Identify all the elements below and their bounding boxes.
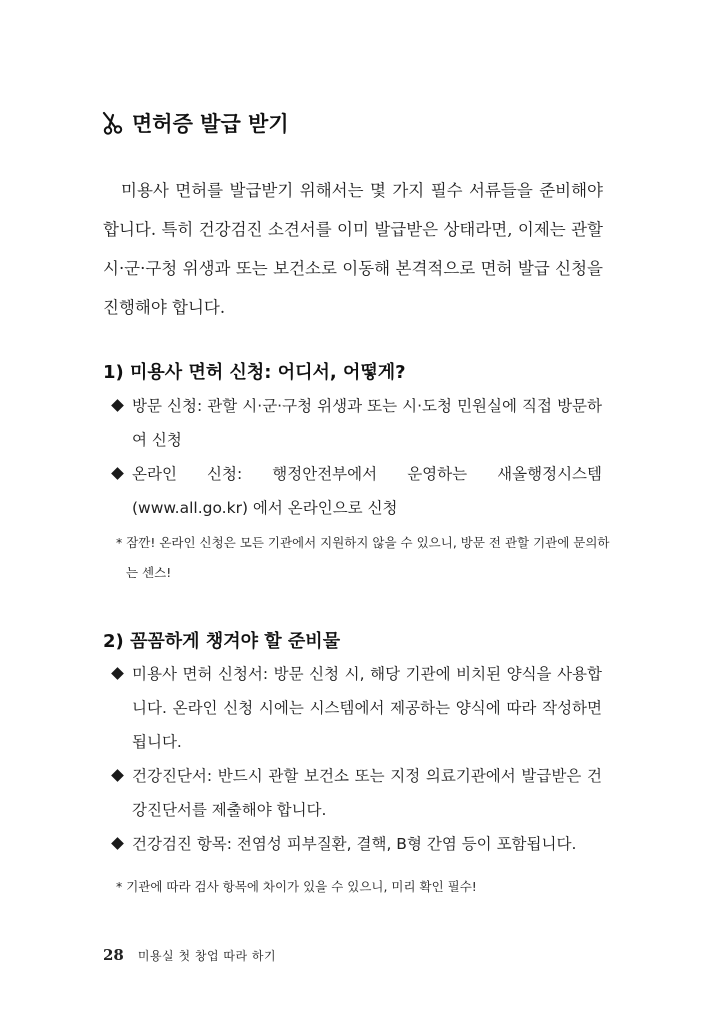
list-item: [110, 657, 602, 759]
diamond-bullet-icon: [111, 769, 124, 782]
page-number: 28: [103, 946, 124, 964]
diamond-bullet-icon: [111, 837, 124, 850]
heading-title: 면허증 발급 받기: [132, 111, 289, 136]
section1-list: [110, 389, 602, 525]
book-title: 미용실 첫 창업 따라 하기: [137, 949, 277, 963]
diamond-bullet-icon: [111, 667, 124, 680]
list-item: [110, 827, 602, 861]
list-item-text: 방문 신청: 관할 시·군·구청 위생과 또는 시·도청 민원실에 직접 방문하여 신청: [132, 397, 602, 449]
list-item: [110, 457, 602, 525]
list-item-text: 건강검진 항목: 전염성 피부질환, 결핵, B형 간염 등이 포함됩니다.: [132, 835, 577, 853]
section1-title: 1) 미용사 면허 신청: 어디서, 어떻게?: [103, 362, 406, 383]
diamond-bullet-icon: [111, 399, 124, 412]
list-item-text: 온라인 신청: 행정안전부에서 운영하는 새올행정시스템(www.all.go.kr) 에서 온라인으로 신청: [132, 465, 602, 517]
section2-title: 2) 꼼꼼하게 챙겨야 할 준비물: [103, 631, 341, 652]
section-heading: [100, 108, 289, 138]
list-item-text: 미용사 면허 신청서: 방문 신청 시, 해당 기관에 비치된 양식을 사용합니다. 온라인 신청 시에는 시스템에서 제공하는 양식에 따라 작성하면 됩니다.: [132, 665, 602, 751]
list-item-text: 건강진단서: 반드시 관할 보건소 또는 지정 의료기관에서 발급받은 건강진단서를 제출해야 합니다.: [132, 767, 602, 819]
section2-list: [110, 657, 602, 861]
diamond-bullet-icon: [111, 467, 124, 480]
intro-paragraph: 미용사 면허를 발급받기 위해서는 몇 가지 필수 서류들을 준비해야 합니다. 특히 건강검진 소견서를 이미 발급받은 상태라면, 이제는 관할 시·군·구청 위생과 또는 보건소로 이동해 본격적으로 면허 발급 신청을 진행해야 합니다.: [103, 181, 603, 317]
list-item: [110, 759, 602, 827]
page-footer: [103, 946, 276, 964]
section2-note: * 기관에 따라 검사 항목에 차이가 있을 수 있으니, 미리 확인 필수!: [116, 879, 477, 894]
list-item: [110, 389, 602, 457]
scissors-icon: [100, 110, 126, 136]
section1-note: * 잠깐! 온라인 신청은 모든 기관에서 지원하지 않을 수 있으니, 방문 전 관할 기관에 문의하는 센스!: [116, 535, 610, 580]
